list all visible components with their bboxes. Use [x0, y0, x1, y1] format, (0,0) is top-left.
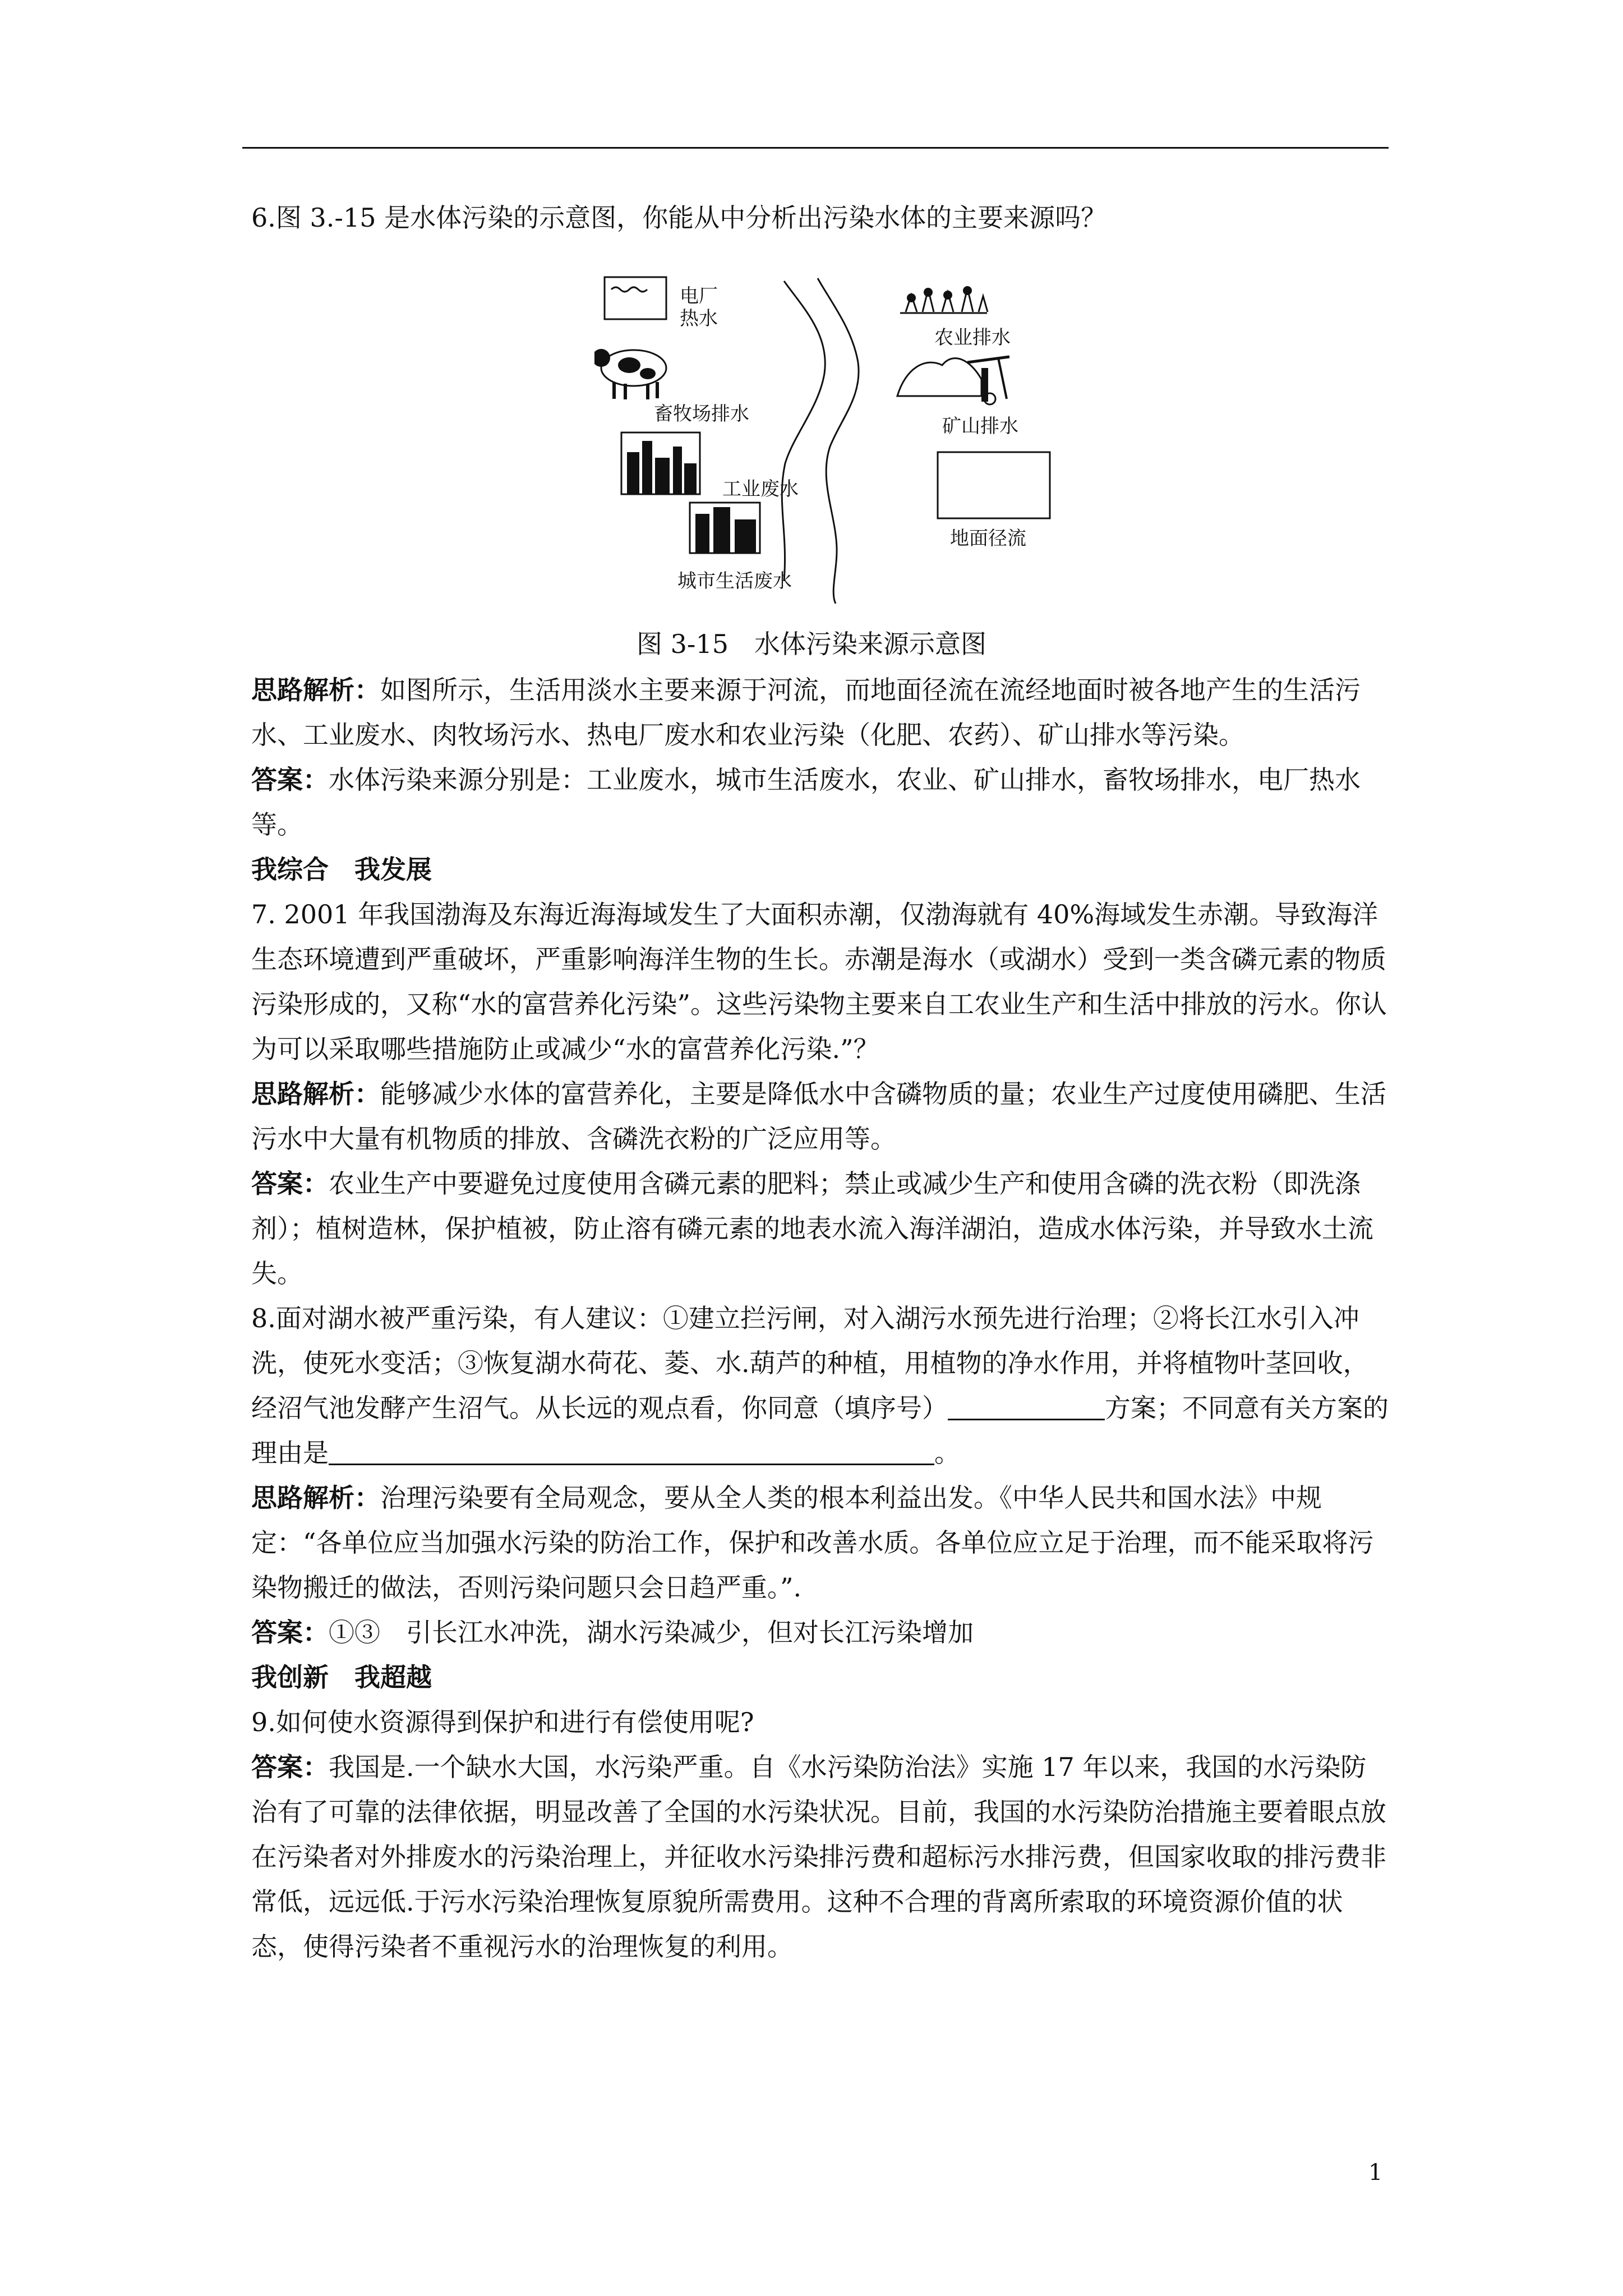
analysis-label: 思路解析：	[251, 1079, 380, 1109]
q8-answer	[251, 1610, 1390, 1655]
q7-answer	[251, 1161, 1390, 1296]
q8-analysis	[251, 1475, 1390, 1610]
answer-blank-1[interactable]	[948, 1393, 1105, 1420]
q7-analysis-text: 能够减少水体的富营养化，主要是降低水中含磷物质的量；农业生产过度使用磷肥、生活污水中大量有机物质的排放、含磷洗衣粉的广泛应用等。	[251, 1079, 1386, 1154]
q6-analysis	[251, 668, 1390, 757]
question-8-text-b: 方案；不同意有关方案的理由是	[251, 1393, 1389, 1468]
q7-answer-text: 农业生产中要避免过度使用含磷元素的肥料；禁止或减少生产和使用含磷的洗衣粉（即洗涤剂）；植树造林，保护植被，防止溶有磷元素的地表水流入海洋湖泊，造成水体污染，并导致水土流失。	[251, 1168, 1373, 1289]
q8-answer-text: ①③ 引长江水冲洗，湖水污染减少，但对长江污染增加	[329, 1617, 974, 1648]
power-plant-icon	[605, 277, 666, 319]
header-rule	[242, 147, 1389, 149]
section-heading-1: 我综合 我发展	[251, 854, 432, 885]
city-buildings-icon	[690, 503, 760, 553]
runoff-box	[938, 452, 1050, 518]
q6-answer	[251, 757, 1390, 847]
q7-analysis	[251, 1071, 1390, 1161]
answer-blank-2[interactable]	[329, 1438, 934, 1465]
label-agriculture: 农业排水	[934, 326, 1011, 349]
answer-label: 答案：	[251, 765, 329, 795]
river-left-bank	[782, 281, 825, 581]
cow-icon	[594, 349, 666, 399]
label-mine: 矿山排水	[942, 415, 1018, 438]
q9-answer	[251, 1745, 1390, 1969]
label-industry: 工业废水	[722, 478, 799, 500]
factory-icon	[621, 432, 700, 494]
q6-analysis-text: 如图所示，生活用淡水主要来源于河流，而地面径流在流经地面时被各地产生的生活污水、工业废水、肉牧场污水、热电厂废水和农业污染（化肥、农药）、矿山排水等污染。	[251, 675, 1361, 750]
analysis-label: 思路解析：	[251, 1483, 380, 1513]
question-8	[251, 1296, 1390, 1475]
question-6	[251, 195, 1390, 240]
question-9-text: 9.如何使水资源得到保护和进行有偿使用呢?	[251, 1707, 754, 1737]
question-6-text: 6.图 3.-15 是水体污染的示意图，你能从中分析出污染水体的主要来源吗？	[251, 203, 1107, 233]
answer-label: 答案：	[251, 1617, 329, 1648]
question-7-text: 7. 2001 年我国渤海及东海近海海域发生了大面积赤潮，仅渤海就有 40%海域发生赤潮。导致海洋生态环境遭到严重破坏，严重影响海洋生物的生长。赤潮是海水（或湖水）受到一类含磷元素的物质污染形成的，又称“水的富营养化污染”。这些污染物主要来自工农业生产和生活中排放的污水。你认为可以采取哪些措施防止或减少“水的富营养化污染.”？	[251, 899, 1387, 1064]
page-number: 1	[1368, 2160, 1383, 2185]
analysis-label: 思路解析：	[251, 675, 380, 705]
q8-analysis-text: 治理污染要有全局观念，要从全人类的根本利益出发。《中华人民共和国水法》中规定：“各单位应当加强水污染的防治工作，保护和改善水质。各单位应立足于治理，而不能采取将污染物搬迁的做法，否则污染问题只会日趋严重。”.	[251, 1483, 1374, 1603]
section-heading-2: 我创新 我超越	[251, 1662, 432, 1692]
answer-label: 答案：	[251, 1752, 329, 1782]
river-right-bank	[818, 278, 859, 604]
answer-label: 答案：	[251, 1168, 329, 1199]
label-city: 城市生活废水	[677, 570, 792, 592]
label-livestock: 畜牧场排水	[654, 403, 749, 425]
question-8-text-a: 8.面对湖水被严重污染，有人建议：①建立拦污闸，对入湖污水预先进行治理；②将长江水引入冲洗，使死水变活；③恢复湖水荷花、菱、水.葫芦的种植，用植物的净水作用，并将植物叶茎回收，经沼气池发酵产生沼气。从长远的观点看，你同意（填序号）	[251, 1303, 1369, 1423]
mine-icon	[897, 357, 1009, 404]
label-power-plant: 电厂 热水	[680, 285, 718, 330]
question-8-end: 。	[934, 1438, 960, 1468]
q6-answer-text: 水体污染来源分别是：工业废水，城市生活废水，农业、矿山排水，畜牧场排水，电厂热水等。	[251, 765, 1361, 840]
figure-caption: 图 3-15 水体污染来源示意图	[637, 629, 986, 659]
main-content	[251, 668, 1390, 1969]
agriculture-icon	[900, 286, 988, 313]
q9-answer-text: 我国是.一个缺水大国，水污染严重。自《水污染防治法》实施 17 年以来，我国的水污染防治有了可靠的法律依据，明显改善了全国的水污染状况。目前，我国的水污染防治措施主要着眼点放在污染者对外排废水的污染治理上，并征收水污染排污费和超标污水排污费，但国家收取的排污费非常低，远远低.于污水污染治理恢复原貌所需费用。这种不合理的背离所索取的环境资源价值的状态，使得污染者不重视污水的治理恢复的利用。	[251, 1752, 1386, 1962]
label-runoff: 地面径流	[950, 527, 1026, 550]
